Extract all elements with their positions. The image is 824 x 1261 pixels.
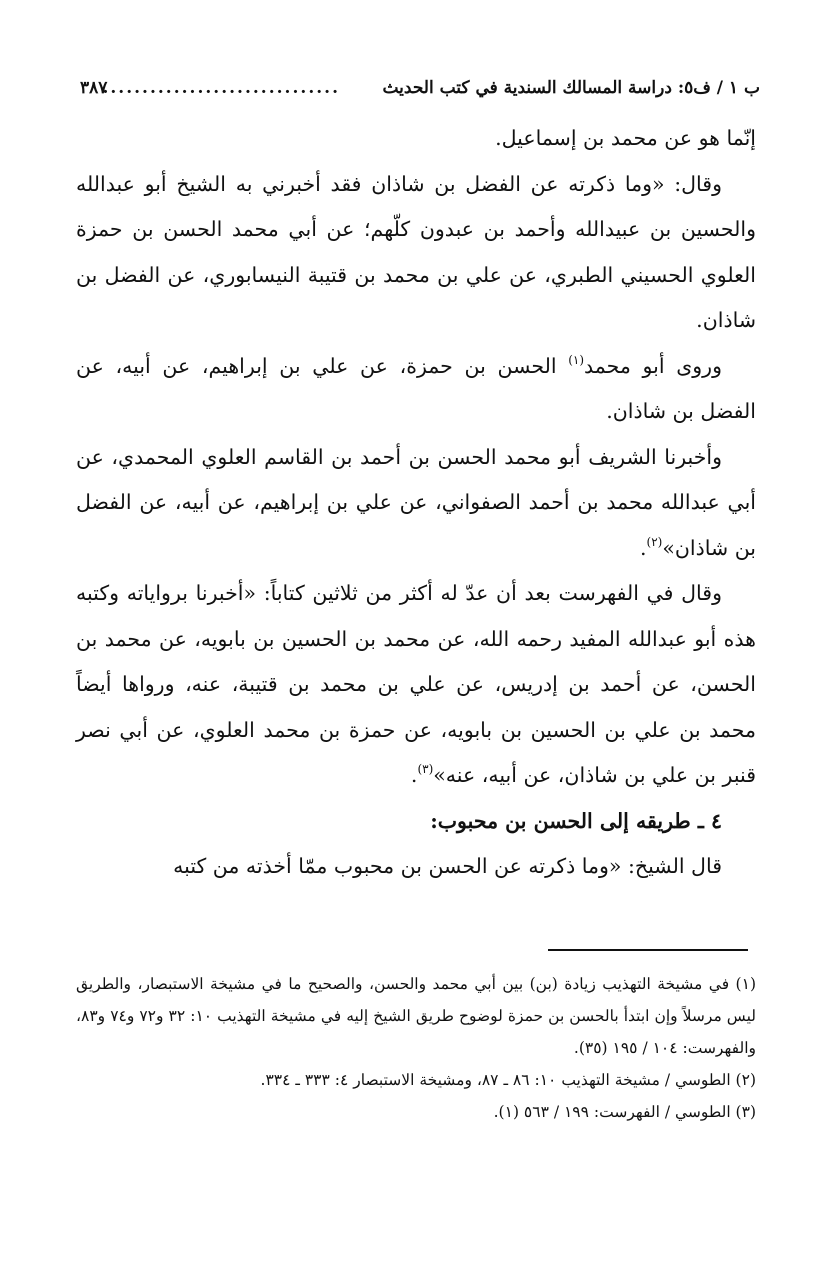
header-title: ب ١ / ف٥: دراسة المسالك السندية في كتب الحديث bbox=[382, 78, 760, 98]
running-header bbox=[80, 72, 760, 104]
paragraph-6: قال الشيخ: «وما ذكرته عن الحسن بن محبوب ممّا أخذته من كتبه bbox=[173, 854, 722, 878]
footnote-ref-3[interactable]: (٣) bbox=[417, 762, 434, 776]
main-text bbox=[76, 116, 756, 890]
paragraph-4-text-b: . bbox=[639, 535, 647, 560]
paragraph-3-text-b: الحسن بن حمزة، عن علي بن إبراهيم، عن أبيه، عن الفضل بن شاذان. bbox=[76, 353, 756, 423]
paragraph-5-text-a: وقال في الفهرست بعد أن عدّ له أكثر من ثلاثين كتاباً: «أخبرنا برواياته وكتبه هذه أبو عبدالله المفيد رحمه الله، عن محمد بن الحسين بن بابويه، عن محمد بن الحسن، عن أحمد بن إدريس، عن علي بن محمد بن قتيبة، عنه، ورواها أيضاً محمد بن علي بن الحسين بن بابويه، عن حمزة بن محمد العلوي، عن أبي نصر قنبر بن علي بن شاذان، عن أبيه، عنه» bbox=[76, 581, 756, 787]
paragraph-3 bbox=[76, 344, 756, 435]
footnote-ref-1[interactable]: (١) bbox=[568, 352, 585, 367]
paragraph-5-text-b: . bbox=[410, 763, 418, 787]
footnote-1: (١) في مشيخة التهذيب زيادة (بن) بين أبي محمد والحسن، والصحيح ما في مشيخة الاستبصار، والطريق ليس مرسلاً وإن ابتدأ بالحسن بن حمزة لوضوح طريق الشيخ إليه في مشيخة التهذيب ١٠: ٣٢ و٧٢ و٧٤ و٨٣، والفهرست: ١٠٤ / ١٩٥ (٣٥). bbox=[76, 975, 756, 1057]
paragraph-1: إنّما هو عن محمد بن إسماعيل. bbox=[495, 126, 756, 150]
paragraph-4-text-a: وأخبرنا الشريف أبو محمد الحسن بن أحمد بن القاسم العلوي المحمدي، عن أبي عبدالله محمد بن أحمد الصفواني، عن علي بن إبراهيم، عن أبيه، عن الفضل بن شاذان» bbox=[76, 444, 756, 560]
paragraph-4 bbox=[76, 435, 756, 572]
paragraph-5 bbox=[76, 571, 756, 799]
footnote-3: (٣) الطوسي / الفهرست: ١٩٩ / ٥٦٣ (١). bbox=[493, 1103, 756, 1121]
footnotes bbox=[76, 968, 756, 1128]
page-number: ٣٨٧ bbox=[80, 78, 108, 98]
footnote-ref-2[interactable]: (٢) bbox=[646, 534, 663, 549]
paragraph-2: وقال: «وما ذكرته عن الفضل بن شاذان فقد أخبرني به الشيخ أبو عبدالله والحسين بن عبيدالله وأحمد بن عبدون كلّهم؛ عن أبي محمد الحسن بن حمزة العلوي الحسيني الطبري، عن علي بن محمد بن قتيبة النيسابوري، عن الفضل بن شاذان. bbox=[76, 171, 756, 332]
footnote-separator bbox=[548, 949, 748, 951]
footnote-2: (٢) الطوسي / مشيخة التهذيب ١٠: ٨٦ ـ ٨٧، ومشيخة الاستبصار ٤: ٣٣٣ ـ ٣٣٤. bbox=[260, 1071, 756, 1089]
header-leader-dots: .............................. bbox=[102, 78, 340, 98]
paragraph-3-text-a: وروى أبو محمد bbox=[584, 353, 722, 378]
section-subheading: ٤ ـ طريقه إلى الحسن بن محبوب: bbox=[430, 808, 722, 833]
